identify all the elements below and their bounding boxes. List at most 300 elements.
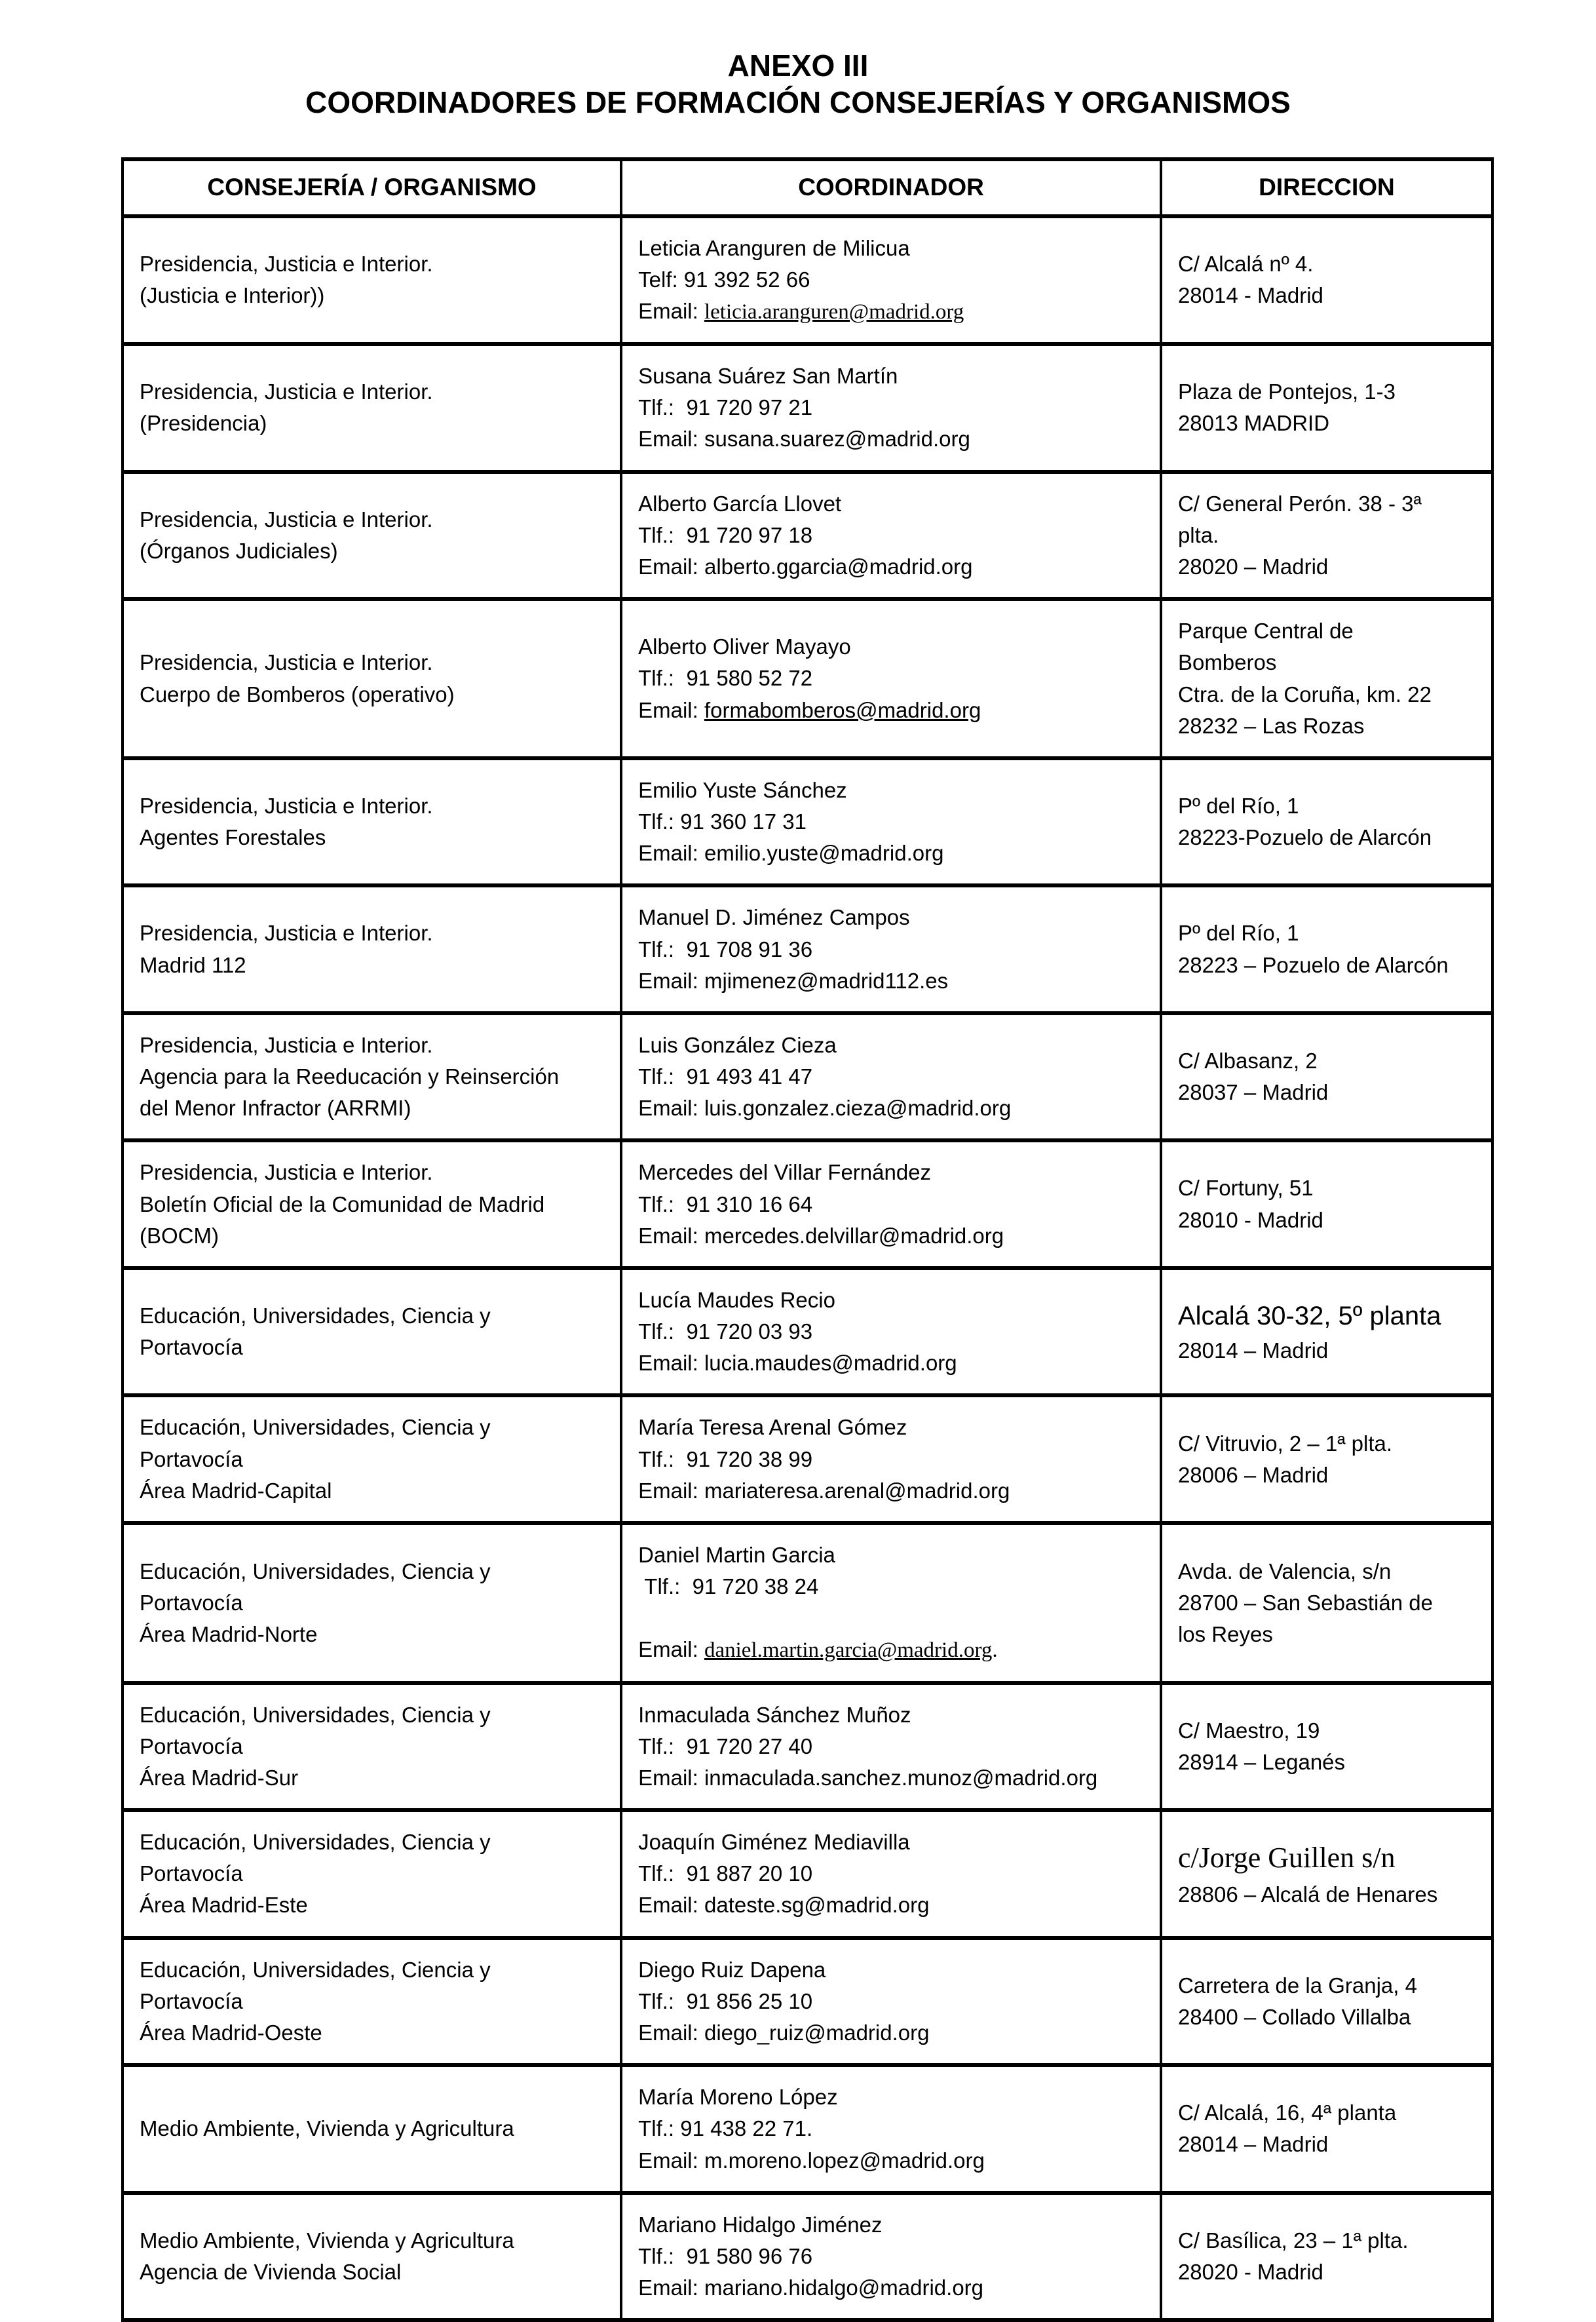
text-segment: Email: diego_ruiz@madrid.org (638, 2021, 930, 2045)
cell-line (638, 1571, 1148, 1602)
text-segment: los Reyes (1177, 1621, 1273, 1646)
text-segment: 28014 – Madrid (1177, 1338, 1329, 1363)
coordinador-cell (621, 216, 1161, 345)
cell-line (1178, 1747, 1479, 1778)
text-segment: Plaza de Pontejos, 1-3 (1177, 379, 1396, 404)
table-row (123, 1810, 1492, 1938)
text-segment: María Teresa Arenal Gómez (638, 1415, 907, 1440)
cell-line (1178, 790, 1479, 822)
text-segment: Agencia para la Reeducación y Reinserción (140, 1064, 560, 1089)
table-row (123, 758, 1492, 886)
text-segment: Email: susana.suarez@madrid.org (638, 427, 970, 452)
text-segment: Tlf.: 91 720 03 93 (638, 1319, 813, 1344)
text-segment: Email: m.moreno.lopez@madrid.org (638, 2148, 985, 2173)
text-segment: Presidencia, Justicia e Interior. (140, 1032, 433, 1057)
text-segment: 28223 – Pozuelo de Alarcón (1177, 952, 1449, 977)
cell-line (140, 1412, 608, 1443)
text-segment: Portavocía (140, 1861, 243, 1886)
email-link[interactable]: leticia.aranguren@madrid.org (704, 300, 964, 324)
title-line-2: COORDINADORES DE FORMACIÓN CONSEJERÍAS Y ORGANISMOS (305, 85, 1291, 120)
coordinador-cell (621, 472, 1161, 600)
table-row (123, 599, 1492, 758)
text-segment: Área Madrid-Oeste (140, 2021, 322, 2045)
table-row (123, 472, 1492, 600)
text-segment: Portavocía (140, 1446, 243, 1471)
text-segment: (Órganos Judiciales) (140, 538, 338, 563)
coordinador-cell (621, 1268, 1161, 1396)
text-segment: (Presidencia) (140, 411, 267, 436)
cell-line (140, 1475, 608, 1507)
text-segment: Portavocía (140, 1988, 243, 2013)
cell-line (140, 504, 608, 535)
cell-line (638, 695, 1148, 726)
cell-line (140, 950, 608, 981)
text-segment: C/ Alcalá nº 4. (1177, 252, 1314, 277)
organismo-cell (123, 599, 621, 758)
text-segment: 28700 – San Sebastián de (1177, 1590, 1433, 1615)
direccion-cell (1161, 1395, 1492, 1523)
text-segment: Tlf.: 91 310 16 64 (638, 1191, 813, 1216)
coordinador-cell (621, 1683, 1161, 1811)
cell-line (140, 1093, 608, 1124)
table-row (123, 2065, 1492, 2193)
text-segment: Área Madrid-Sur (140, 1765, 299, 1790)
cell-line (638, 1316, 1148, 1347)
cell-line (1178, 1587, 1479, 1619)
text-segment: Madrid 112 (140, 952, 246, 977)
cell-line (638, 1220, 1148, 1252)
text-segment: Medio Ambiente, Vivienda y Agricultura (140, 2116, 514, 2141)
cell-line (638, 2113, 1148, 2144)
text-segment: Educación, Universidades, Ciencia y (140, 1830, 491, 1855)
cell-line (140, 1699, 608, 1731)
cell-line (638, 1412, 1148, 1443)
cell-line (1178, 1460, 1479, 1491)
text-segment: Telf: 91 392 52 66 (638, 267, 810, 292)
cell-line (638, 806, 1148, 838)
cell-line (638, 775, 1148, 806)
direccion-cell (1161, 344, 1492, 472)
cell-line (140, 1332, 608, 1363)
coordinador-cell (621, 1523, 1161, 1683)
organismo-cell (123, 885, 621, 1013)
coordinador-cell (621, 599, 1161, 758)
cell-line (1178, 1556, 1479, 1587)
cell-line (638, 1986, 1148, 2017)
organismo-cell (123, 2193, 621, 2321)
direccion-cell (1161, 2193, 1492, 2321)
coordinador-cell (621, 885, 1161, 1013)
text-segment: C/ Fortuny, 51 (1177, 1176, 1314, 1201)
organismo-cell (123, 1013, 621, 1141)
cell-line (140, 1157, 608, 1188)
cell-line (1178, 1335, 1479, 1366)
cell-line (1178, 408, 1479, 439)
coordinador-cell (621, 2193, 1161, 2321)
cell-line (638, 2272, 1148, 2304)
text-segment: Presidencia, Justicia e Interior. (140, 921, 433, 946)
text-segment: Email: mariateresa.arenal@madrid.org (638, 1478, 1010, 1503)
cell-line (140, 918, 608, 949)
cell-line (638, 1347, 1148, 1379)
cell-line (140, 2017, 608, 2049)
coordinators-table (121, 157, 1494, 2322)
cell-line (638, 1539, 1148, 1571)
table-row (123, 1140, 1492, 1268)
text-segment: Pº del Río, 1 (1177, 793, 1299, 818)
cell-line (638, 1030, 1148, 1061)
text-segment: Educación, Universidades, Ciencia y (140, 1415, 491, 1440)
text-segment: Susana Suárez San Martín (638, 364, 898, 389)
text-segment: María Moreno López (638, 2085, 838, 2110)
cell-line (1178, 488, 1479, 520)
text-segment: C/ Basílica, 23 – 1ª plta. (1177, 2228, 1409, 2253)
text-segment: Tlf.: 91 438 22 71. (638, 2116, 813, 2141)
text-segment: Email: (638, 298, 704, 323)
cell-line (638, 2081, 1148, 2113)
text-segment: Portavocía (140, 1590, 243, 1615)
text-segment: Diego Ruiz Dapena (638, 1957, 826, 1982)
text-segment: 28020 – Madrid (1177, 554, 1329, 579)
organismo-cell (123, 472, 621, 600)
text-segment: 28400 – Collado Villalba (1177, 2004, 1411, 2029)
cell-line (638, 2145, 1148, 2177)
text-segment: (Justicia e Interior)) (140, 283, 325, 308)
cell-line (1178, 679, 1479, 710)
table-row (123, 2193, 1492, 2321)
cell-line (140, 2225, 608, 2256)
text-segment: C/ General Perón. 38 - 3ª (1177, 491, 1422, 516)
table-body (123, 216, 1492, 2321)
cell-line (140, 1731, 608, 1762)
text-segment: Portavocía (140, 1335, 243, 1360)
cell-line (1178, 615, 1479, 647)
email-link[interactable]: formabomberos@madrid.org (704, 697, 981, 722)
organismo-cell (123, 758, 621, 886)
cell-line (638, 360, 1148, 392)
cell-line (638, 1954, 1148, 1986)
text-segment: Email: (638, 697, 704, 722)
text-segment: 28223-Pozuelo de Alarcón (1177, 825, 1432, 850)
text-segment: Presidencia, Justicia e Interior. (140, 507, 433, 532)
text-segment: c/Jorge Guillen s/n (1177, 1842, 1396, 1874)
cell-line (638, 1189, 1148, 1220)
cell-line (638, 296, 1148, 328)
table-row (123, 885, 1492, 1013)
cell-line (638, 1827, 1148, 1858)
cell-line (1178, 248, 1479, 280)
text-segment: C/ Alcalá, 16, 4ª planta (1177, 2100, 1397, 2125)
text-segment: Tlf.: 91 720 38 24 (638, 1574, 819, 1599)
cell-line (140, 1220, 608, 1252)
cell-line (638, 2017, 1148, 2049)
cell-line (638, 838, 1148, 869)
text-segment: Tlf.: 91 720 27 40 (638, 1733, 813, 1758)
text-segment: 28013 MADRID (1177, 411, 1330, 436)
cell-line (140, 1300, 608, 1332)
coordinador-cell (621, 1013, 1161, 1141)
cell-line (1178, 647, 1479, 678)
text-segment: Email: lucia.maudes@madrid.org (638, 1351, 957, 1376)
text-segment: 28014 - Madrid (1177, 283, 1323, 308)
cell-line (1178, 1879, 1479, 1910)
cell-line (638, 1889, 1148, 1921)
cell-line (140, 1189, 608, 1220)
cell-line (1178, 1970, 1479, 2002)
cell-line (1178, 1172, 1479, 1204)
cell-line (140, 376, 608, 408)
text-segment: Presidencia, Justicia e Interior. (140, 1160, 433, 1185)
header-cell-consejeria: CONSEJERÍA / ORGANISMO (123, 159, 621, 216)
text-segment: Daniel Martin Garcia (638, 1542, 835, 1567)
cell-line (1178, 520, 1479, 551)
cell-line (638, 1285, 1148, 1316)
text-segment: Tlf.: 91 887 20 10 (638, 1861, 813, 1886)
text-segment: Presidencia, Justicia e Interior. (140, 650, 433, 675)
text-segment: 28232 – Las Rozas (1177, 713, 1365, 738)
cell-line (638, 1699, 1148, 1731)
cell-line (1178, 2097, 1479, 2129)
header-cell-coordinador: COORDINADOR (621, 159, 1161, 216)
text-segment: Pº del Río, 1 (1177, 921, 1299, 946)
table-row (123, 1938, 1492, 2066)
text-segment: Lucía Maudes Recio (638, 1287, 835, 1312)
cell-line (1178, 2002, 1479, 2033)
cell-line (638, 551, 1148, 583)
table-row (123, 344, 1492, 472)
cell-line (638, 1634, 1148, 1666)
text-segment: Educación, Universidades, Ciencia y (140, 1303, 491, 1328)
cell-line (638, 1858, 1148, 1889)
header-cell-direccion: DIRECCION (1161, 159, 1492, 216)
text-segment: Carretera de la Granja, 4 (1177, 1973, 1417, 1998)
cell-line (638, 934, 1148, 965)
cell-line (638, 1444, 1148, 1475)
text-segment: Agencia de Vivienda Social (140, 2259, 402, 2284)
cell-line (140, 679, 608, 710)
text-segment: Email: luis.gonzalez.cieza@madrid.org (638, 1096, 1012, 1121)
cell-line (140, 1858, 608, 1889)
cell-line (140, 280, 608, 311)
cell-line (638, 1602, 1148, 1634)
text-segment: Inmaculada Sánchez Muñoz (638, 1702, 911, 1727)
cell-line (140, 1587, 608, 1619)
coordinador-cell (621, 1395, 1161, 1523)
organismo-cell (123, 1395, 621, 1523)
text-segment: C/ Vitruvio, 2 – 1ª plta. (1177, 1431, 1393, 1456)
text-segment: Cuerpo de Bomberos (operativo) (140, 682, 455, 706)
text-segment: Manuel D. Jiménez Campos (638, 905, 910, 930)
text-segment: Área Madrid-Norte (140, 1621, 318, 1646)
text-segment: Presidencia, Justicia e Interior. (140, 379, 433, 404)
text-segment: Email: mercedes.delvillar@madrid.org (638, 1223, 1004, 1248)
text-segment: Tlf.: 91 856 25 10 (638, 1988, 813, 2013)
cell-line (638, 488, 1148, 520)
text-segment: Leticia Aranguren de Milicua (638, 235, 910, 260)
cell-line (638, 423, 1148, 455)
cell-line (140, 1986, 608, 2017)
organismo-cell (123, 1683, 621, 1811)
text-segment: Alberto Oliver Mayayo (638, 634, 851, 659)
cell-line (638, 965, 1148, 997)
cell-line (638, 233, 1148, 264)
direccion-cell (1161, 599, 1492, 758)
cell-line (140, 408, 608, 439)
text-segment: Avda. de Valencia, s/n (1177, 1558, 1392, 1583)
table-row (123, 1268, 1492, 1396)
cell-line (1178, 710, 1479, 742)
direccion-cell (1161, 885, 1492, 1013)
text-segment: C/ Maestro, 19 (1177, 1718, 1320, 1743)
cell-line (140, 2113, 608, 2144)
direccion-cell (1161, 1683, 1492, 1811)
cell-line (638, 2241, 1148, 2272)
cell-line (1178, 918, 1479, 949)
cell-line (638, 1731, 1148, 1762)
title-line-1: ANEXO III (727, 48, 869, 83)
text-segment: Medio Ambiente, Vivienda y Agricultura (140, 2228, 514, 2253)
text-segment: Email: alberto.ggarcia@madrid.org (638, 554, 973, 579)
table-row (123, 1683, 1492, 1811)
cell-line (1178, 2129, 1479, 2160)
cell-line (140, 1619, 608, 1650)
text-segment: C/ Albasanz, 2 (1177, 1048, 1318, 1073)
direccion-cell (1161, 1140, 1492, 1268)
text-segment: del Menor Infractor (ARRMI) (140, 1096, 411, 1121)
organismo-cell (123, 2065, 621, 2193)
organismo-cell (123, 1140, 621, 1268)
direccion-cell (1161, 758, 1492, 886)
cell-line (638, 663, 1148, 694)
cell-line (140, 2256, 608, 2288)
cell-line (140, 790, 608, 822)
text-segment: 28010 - Madrid (1177, 1207, 1323, 1232)
cell-line (638, 631, 1148, 663)
cell-line (1178, 376, 1479, 408)
text-segment: Email: (638, 1637, 704, 1662)
text-segment: Joaquín Giménez Mediavilla (638, 1830, 910, 1855)
text-segment: Tlf.: 91 360 17 31 (638, 809, 807, 834)
cell-line (1178, 2256, 1479, 2288)
coordinador-cell (621, 1938, 1161, 2066)
text-segment: Educación, Universidades, Ciencia y (140, 1558, 491, 1583)
organismo-cell (123, 216, 621, 345)
document-title (79, 47, 1517, 121)
text-segment: (BOCM) (140, 1223, 219, 1248)
cell-line (638, 1157, 1148, 1188)
text-segment: Parque Central de (1177, 619, 1354, 644)
text-segment: 28020 - Madrid (1177, 2259, 1323, 2284)
organismo-cell (123, 1523, 621, 1683)
text-segment: Tlf.: 91 580 52 72 (638, 666, 813, 691)
text-segment: Área Madrid-Este (140, 1893, 308, 1918)
cell-line (140, 647, 608, 678)
cell-line (638, 2209, 1148, 2241)
cell-line (1178, 551, 1479, 583)
direccion-cell (1161, 1013, 1492, 1141)
cell-line (638, 520, 1148, 551)
text-segment: Alcalá 30-32, 5º planta (1177, 1301, 1441, 1330)
cell-line (140, 1030, 608, 1061)
table-header (123, 159, 1492, 216)
text-segment: Email: mjimenez@madrid112.es (638, 968, 949, 993)
text-segment: Email: inmaculada.sanchez.munoz@madrid.org (638, 1765, 1098, 1790)
text-segment: 28037 – Madrid (1177, 1080, 1329, 1105)
direccion-cell (1161, 216, 1492, 345)
cell-line (1178, 1619, 1479, 1650)
table-row (123, 216, 1492, 345)
cell-line (140, 1061, 608, 1093)
cell-line (638, 902, 1148, 933)
cell-line (140, 1762, 608, 1794)
coordinador-cell (621, 2065, 1161, 2193)
cell-line (638, 1061, 1148, 1093)
text-segment: Bomberos (1177, 650, 1277, 675)
cell-line (1178, 950, 1479, 981)
text-segment: Presidencia, Justicia e Interior. (140, 793, 433, 818)
text-segment: Email: dateste.sg@madrid.org (638, 1893, 930, 1918)
cell-line (1178, 1077, 1479, 1108)
coordinador-cell (621, 1810, 1161, 1938)
text-segment: Área Madrid-Capital (140, 1478, 332, 1503)
organismo-cell (123, 1938, 621, 2066)
table-row (123, 1395, 1492, 1523)
direccion-cell (1161, 472, 1492, 600)
cell-line (1178, 1297, 1479, 1335)
cell-line (140, 1827, 608, 1858)
text-segment: Boletín Oficial de la Comunidad de Madrid (140, 1191, 545, 1216)
text-segment: . (992, 1638, 998, 1663)
text-segment: Tlf.: 91 580 96 76 (638, 2243, 813, 2268)
text-segment: Email: mariano.hidalgo@madrid.org (638, 2275, 984, 2300)
cell-line (638, 392, 1148, 423)
cell-line (638, 1762, 1148, 1794)
header-row (123, 159, 1492, 216)
cell-line (1178, 1837, 1479, 1879)
direccion-cell (1161, 1810, 1492, 1938)
email-link[interactable]: daniel.martin.garcia@madrid.org (704, 1638, 993, 1663)
text-segment: Luis González Cieza (638, 1032, 837, 1057)
text-segment: Presidencia, Justicia e Interior. (140, 252, 433, 277)
text-segment: Tlf.: 91 720 97 18 (638, 522, 813, 547)
text-segment: Email: emilio.yuste@madrid.org (638, 841, 944, 866)
cell-line (1178, 1428, 1479, 1460)
text-segment: Tlf.: 91 493 41 47 (638, 1064, 813, 1089)
cell-line (140, 1556, 608, 1587)
text-segment: Ctra. de la Coruña, km. 22 (1177, 682, 1432, 706)
text-segment: Mariano Hidalgo Jiménez (638, 2212, 883, 2237)
text-segment: Mercedes del Villar Fernández (638, 1160, 932, 1185)
text-segment: 28014 – Madrid (1177, 2132, 1329, 2157)
cell-line (1178, 2225, 1479, 2256)
text-segment: plta. (1177, 522, 1219, 547)
coordinador-cell (621, 1140, 1161, 1268)
table-row (123, 1523, 1492, 1683)
text-segment: Emilio Yuste Sánchez (638, 777, 847, 802)
cell-line (1178, 1715, 1479, 1747)
coordinador-cell (621, 344, 1161, 472)
direccion-cell (1161, 1268, 1492, 1396)
text-segment: 28806 – Alcalá de Henares (1177, 1882, 1438, 1907)
text-segment: 28914 – Leganés (1177, 1749, 1346, 1774)
text-segment: Alberto García Llovet (638, 491, 842, 516)
text-segment: Portavocía (140, 1733, 243, 1758)
cell-line (1178, 280, 1479, 311)
cell-line (1178, 822, 1479, 853)
text-segment: Tlf.: 91 720 38 99 (638, 1446, 813, 1471)
cell-line (140, 1889, 608, 1921)
text-segment: Educación, Universidades, Ciencia y (140, 1702, 491, 1727)
